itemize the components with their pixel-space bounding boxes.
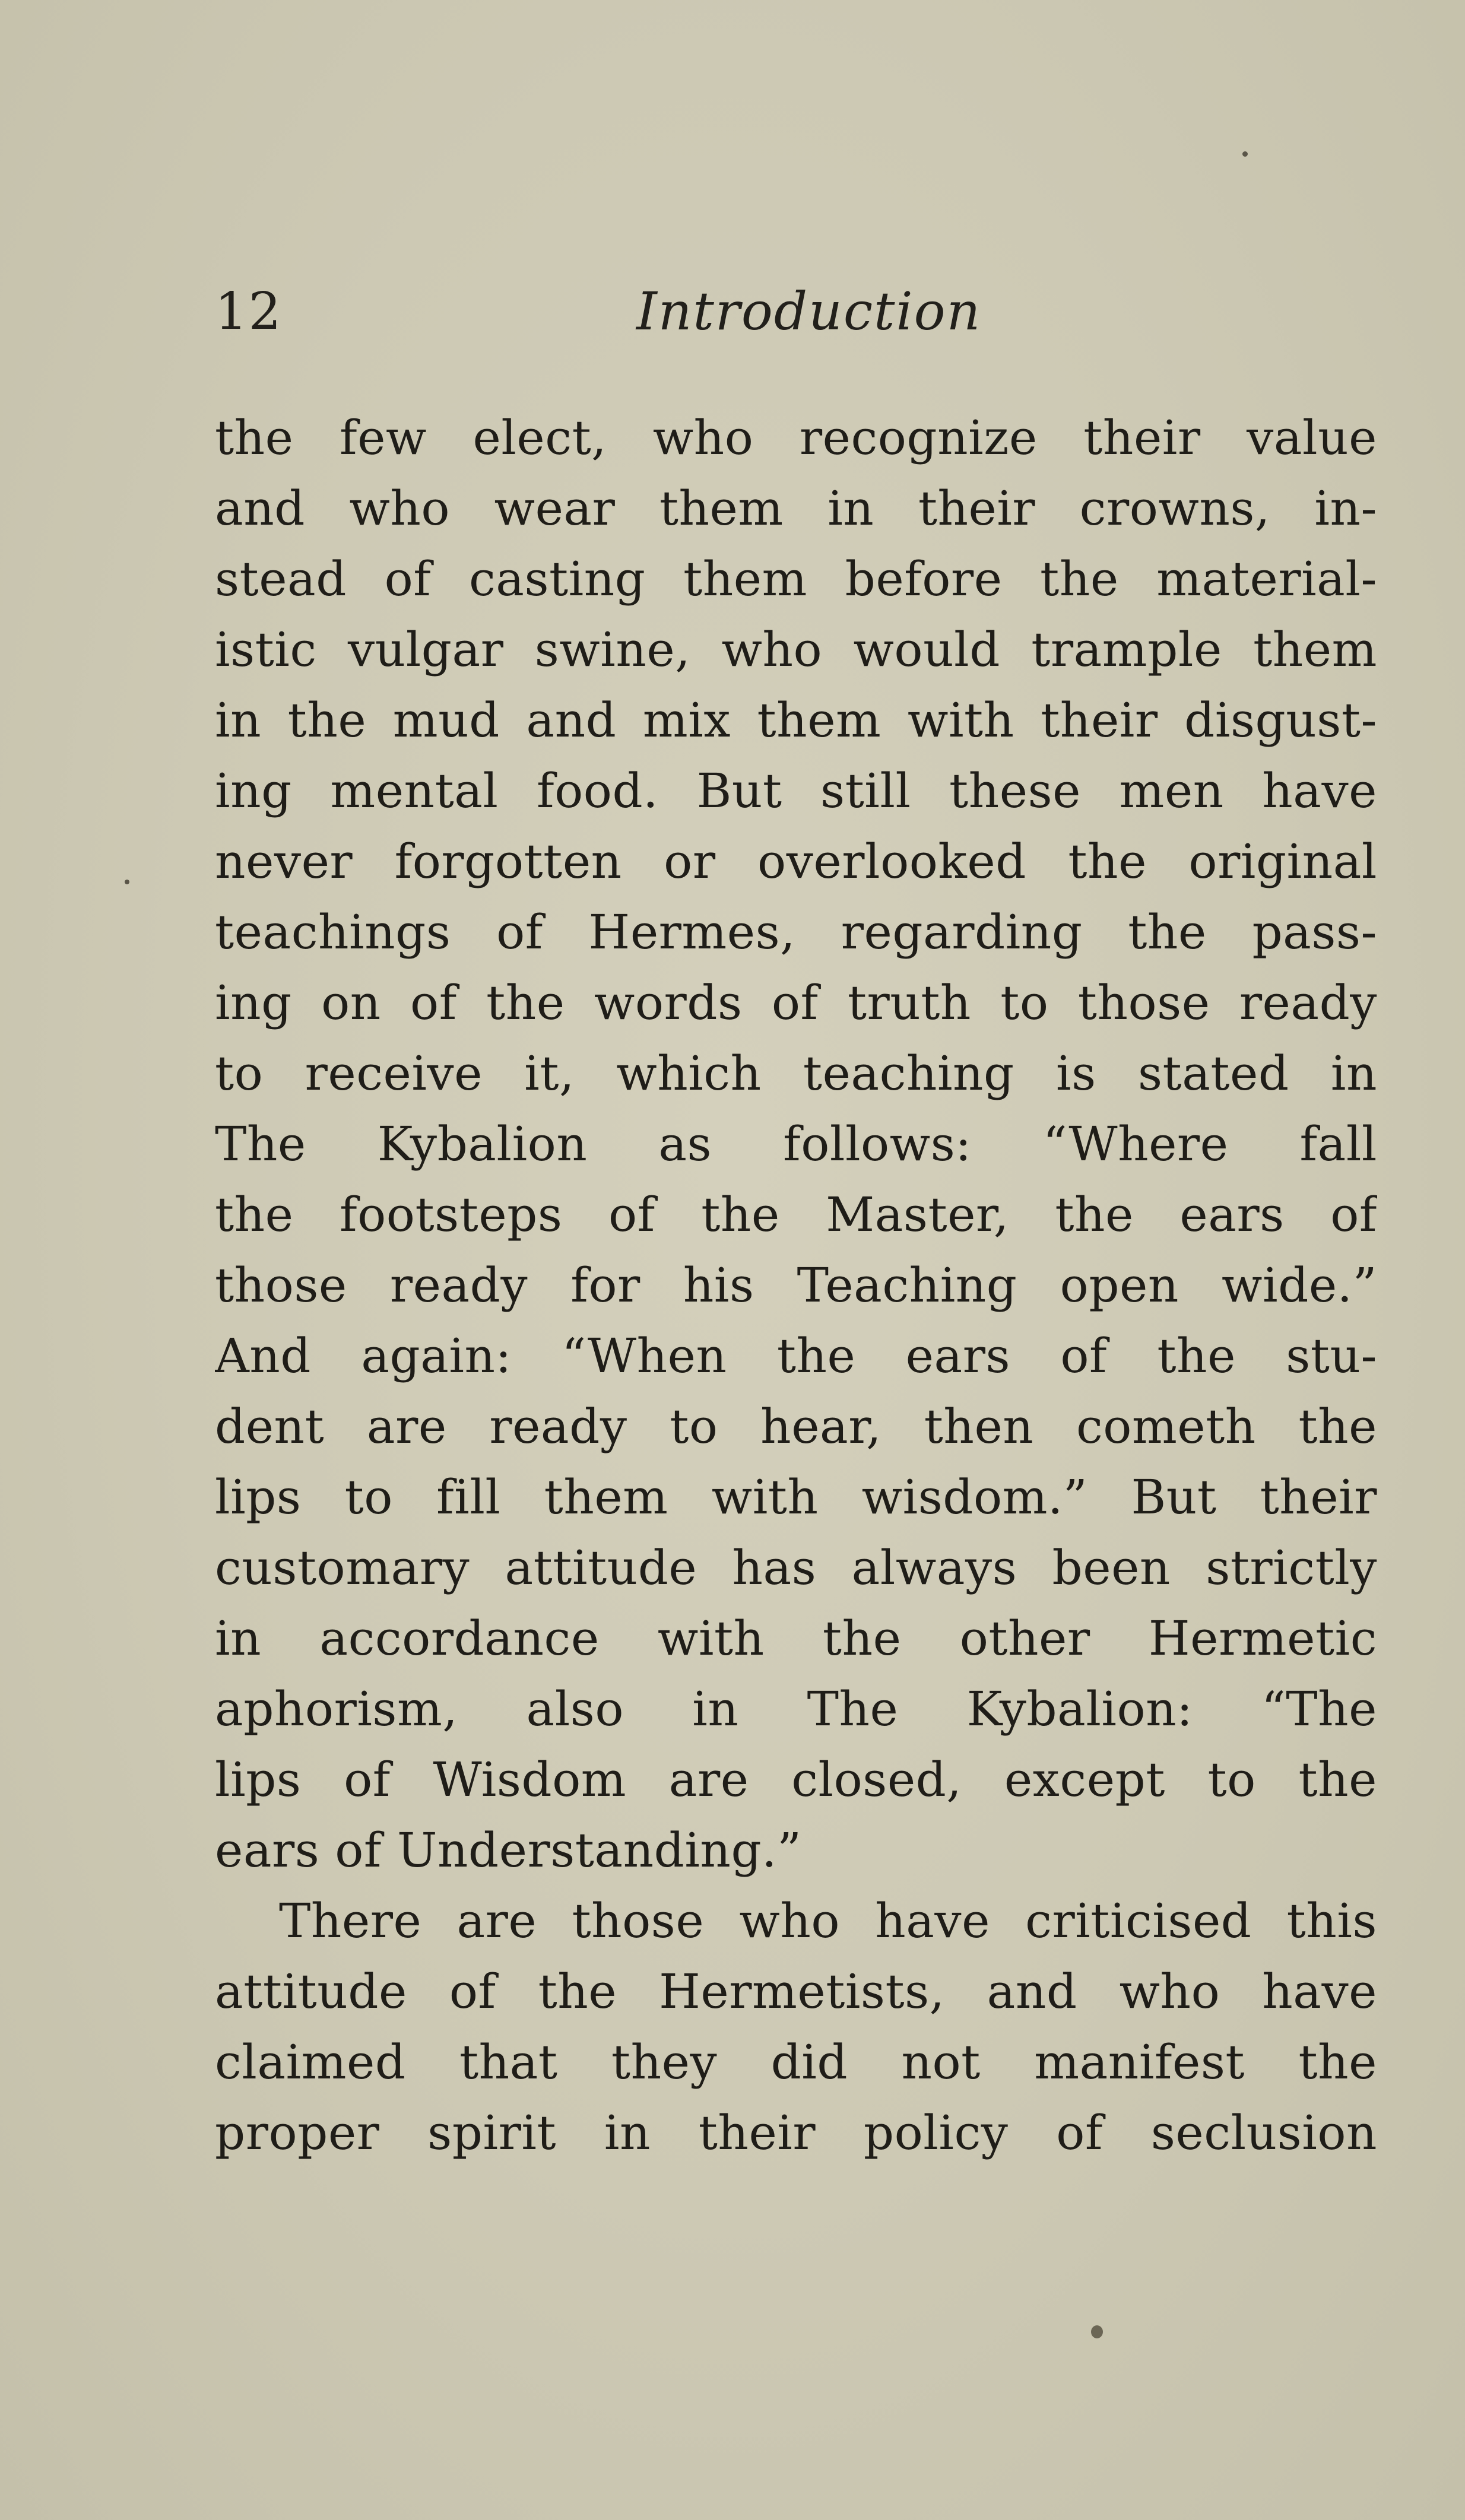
text-line: And again: “When the ears of the stu-	[215, 1328, 1377, 1383]
text-line: and who wear them in their crowns, in-	[215, 481, 1377, 536]
paper-speck	[1091, 2325, 1103, 2338]
text-line: stead of casting them before the material-	[215, 551, 1377, 607]
text-line: in accordance with the other Hermetic	[215, 1611, 1377, 1666]
page-header	[215, 279, 1377, 344]
text-line: aphorism, also in The Kybalion: “The	[215, 1681, 1377, 1737]
paper-speck	[125, 880, 129, 884]
text-line: attitude of the Hermetists, and who have	[215, 1964, 1377, 2019]
page-number: 12	[215, 282, 283, 341]
text-line: ears of Understanding.”	[215, 1823, 802, 1878]
text-line: lips to fill them with wisdom.” But their	[215, 1470, 1377, 1525]
text-line: dent are ready to hear, then cometh the	[215, 1399, 1377, 1454]
text-line: ing on of the words of truth to those ready	[215, 975, 1377, 1030]
text-line: ing mental food. But still these men have	[215, 763, 1377, 818]
text-line: the footsteps of the Master, the ears of	[215, 1187, 1377, 1242]
paper-speck	[1242, 151, 1248, 157]
paragraph	[215, 402, 1377, 1886]
body-text	[215, 402, 1377, 2168]
text-line: istic vulgar swine, who would trample them	[215, 622, 1377, 677]
running-head-title: Introduction	[636, 281, 982, 342]
text-line: claimed that they did not manifest the	[215, 2035, 1377, 2090]
text-line: in the mud and mix them with their disgust-	[215, 693, 1377, 748]
paragraph	[215, 1886, 1377, 2168]
text-line: to receive it, which teaching is stated in	[215, 1046, 1377, 1101]
text-line: the few elect, who recognize their value	[215, 410, 1377, 465]
text-line: There are those who have criticised this	[279, 1893, 1377, 1948]
text-line: The Kybalion as follows: “Where fall	[215, 1116, 1377, 1172]
text-line: never forgotten or overlooked the original	[215, 834, 1377, 889]
text-line: teachings of Hermes, regarding the pass-	[215, 904, 1377, 960]
text-line: customary attitude has always been strictly	[215, 1540, 1377, 1595]
text-line: lips of Wisdom are closed, except to the	[215, 1752, 1377, 1807]
text-line: those ready for his Teaching open wide.”	[215, 1258, 1377, 1313]
text-line: proper spirit in their policy of seclusion	[215, 2105, 1377, 2160]
